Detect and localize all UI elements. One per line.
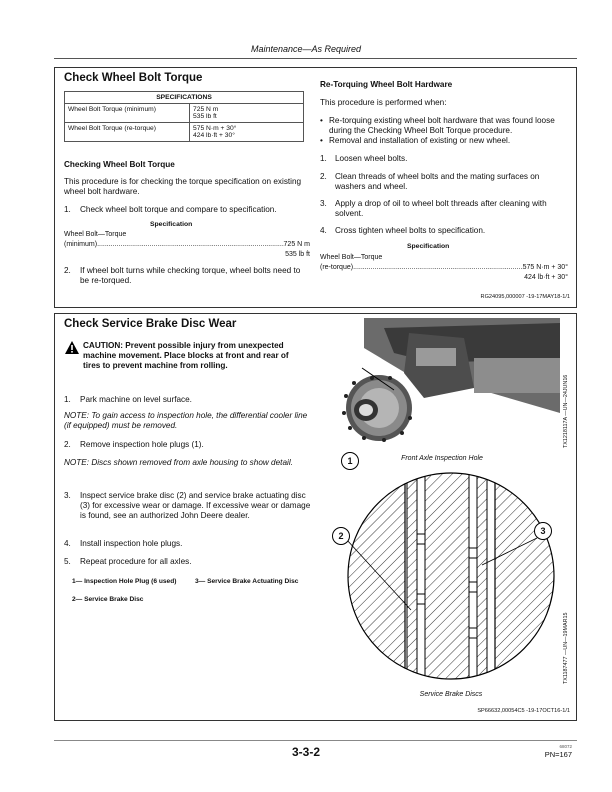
section2-ref: SP66632,00054C5 -19-17OCT16-1/1 [477, 708, 570, 714]
retorque-step: Apply a drop of oil to wheel bolt threads after cleaning with solvent. [335, 199, 547, 218]
spec-value2: 535 lb ft [285, 251, 310, 258]
page-header: Maintenance—As Required [250, 44, 362, 54]
legend-item-1: 1— Inspection Hole Plug (6 used) [72, 578, 177, 585]
retorque-title: Re-Torquing Wheel Bolt Hardware [320, 80, 453, 89]
note-label: NOTE: [64, 411, 90, 420]
callout-3: 3 [534, 522, 552, 540]
table-row [65, 123, 304, 142]
header-rule [54, 58, 577, 59]
spec-line2-right: (re-torque) [320, 264, 354, 271]
note1 [64, 411, 312, 431]
callout-2: 2 [332, 527, 350, 545]
bullet-item: Removal and installation of existing or new wheel. [329, 136, 511, 145]
axle-photo [324, 318, 560, 448]
step-number: 3. [64, 491, 71, 500]
table-cell: 725 N m [193, 106, 219, 113]
step-number: 2. [64, 440, 71, 449]
step-number: 5. [64, 557, 71, 566]
note2 [64, 458, 294, 468]
brake-step2: Remove inspection hole plugs (1). [80, 440, 204, 449]
note-label: NOTE: [64, 458, 90, 467]
table-cell: Wheel Bolt Torque (re-torque) [65, 123, 190, 142]
section1-ref: RG24095,000007 -19-17MAY18-1/1 [480, 294, 570, 300]
footer-code: 68072 [559, 744, 572, 749]
step-number: 2. [320, 172, 327, 181]
bullet-dot: • [320, 116, 323, 125]
brake-step4: Install inspection hole plugs. [80, 539, 183, 548]
legend-item-2: 2— Service Brake Disc [72, 596, 144, 603]
step-number: 1. [64, 205, 71, 214]
brake-disc-diagram [347, 470, 555, 682]
spec-line2: (minimum) [64, 241, 98, 248]
brake-step3: Inspect service brake disc (2) and service brake actuating disc (3) for excessive wear or damage. If excessive wear or damage is found, see an authorized John Deere dealer. [80, 491, 311, 520]
brake-step5: Repeat procedure for all axles. [80, 557, 192, 566]
caution-text: CAUTION: Prevent possible injury from unexpected machine movement. Place blocks at front and rear of tires to prevent machine from rolling. [83, 341, 289, 370]
footer-rule [54, 740, 577, 741]
spec-value2-right: 424 lb·ft + 30° [524, 274, 568, 281]
table-cell: Wheel Bolt Torque (minimum) [65, 104, 190, 123]
spec-leader-right [320, 264, 568, 271]
spec-leader [64, 241, 310, 248]
footer-pn: PN=167 [544, 750, 572, 759]
step-number: 1. [64, 395, 71, 404]
bullet-item: Re-torquing existing wheel bolt hardware that was found loose during the Checking Wheel Bolt Torque procedure. [329, 116, 555, 135]
fig2-caption: Service Brake Discs [419, 691, 483, 698]
spec-table-header: SPECIFICATIONS [65, 92, 304, 104]
spec-table [64, 91, 304, 142]
spec-line1-right: Wheel Bolt—Torque [320, 254, 383, 261]
section1-title: Check Wheel Bolt Torque [64, 72, 203, 84]
table-cell: 424 lb·ft + 30° [193, 132, 235, 139]
section2-title: Check Service Brake Disc Wear [64, 318, 237, 330]
warning-icon [65, 341, 79, 354]
table-cell: 535 lb ft [193, 113, 217, 120]
step-number: 4. [320, 226, 327, 235]
page-number: 3-3-2 [291, 745, 320, 759]
note-text: To gain access to inspection hole, the differential cooler line (if equipped) must be removed. [64, 411, 308, 430]
retorque-intro: This procedure is performed when: [320, 98, 447, 107]
retorque-step: Loosen wheel bolts. [335, 154, 408, 163]
spec-value: 725 N m [283, 241, 310, 248]
spec-line1: Wheel Bolt—Torque [64, 231, 127, 238]
fig2-id: TX1187477 —UN—19MAR15 [563, 612, 569, 684]
spec-title-right: Specification [407, 243, 450, 250]
callout-1: 1 [341, 452, 359, 470]
fig1-caption: Front Axle Inspection Hole [401, 455, 483, 462]
step-number: 2. [64, 266, 71, 275]
legend-item-3: 3— Service Brake Actuating Disc [195, 578, 299, 585]
brake-step1: Park machine on level surface. [80, 395, 192, 404]
step2: If wheel bolt turns while checking torque, wheel bolts need to be re-torqued. [80, 266, 301, 285]
retorque-step: Cross tighten wheel bolts to specification. [335, 226, 486, 235]
note-text: Discs shown removed from axle housing to show detail. [91, 458, 293, 467]
spec-value-right: 575 N·m + 30° [522, 264, 568, 271]
spec-title: Specification [150, 221, 193, 228]
retorque-step: Clean threads of wheel bolts and the mating surfaces on washers and wheel. [335, 172, 540, 191]
checking-title: Checking Wheel Bolt Torque [64, 160, 175, 169]
step-number: 1. [320, 154, 327, 163]
step-number: 3. [320, 199, 327, 208]
checking-intro: This procedure is for checking the torque specification on existing wheel bolt hardware. [64, 177, 302, 196]
table-cell: 575 N·m + 30° [193, 125, 237, 132]
step-number: 4. [64, 539, 71, 548]
bullet-dot: • [320, 136, 323, 145]
table-row [65, 104, 304, 123]
step1: Check wheel bolt torque and compare to specification. [80, 205, 277, 214]
fig1-id: TX1218117A —UN—24JUN16 [563, 374, 569, 448]
